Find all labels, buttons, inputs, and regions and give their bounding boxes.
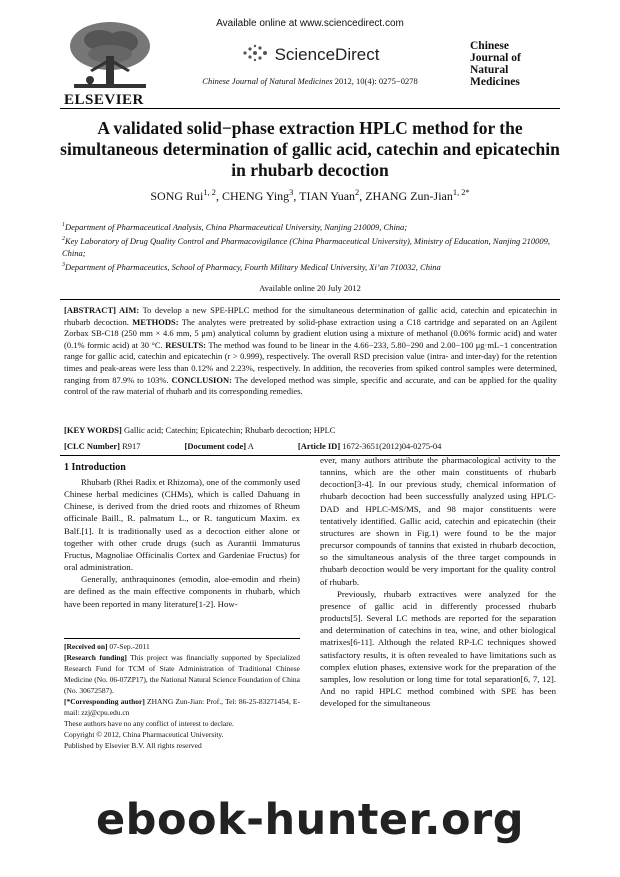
journal-brand-line: Medicines [470, 76, 520, 88]
article-id-value: 1672-3651(2012)04-0275-04 [340, 441, 442, 451]
footnotes [64, 641, 300, 751]
available-online-banner: Available online at www.sciencedirect.com [216, 18, 404, 29]
body-paragraph: Rhubarb (Rhei Radix et Rhizoma), one of the commonly used Chinese herbal medicines (CHMs), which is called Dahuang in Chinese, is derived from the dried roots and rhizomes of Rheum officinale Baill., R. palmatum L., or R. tanguticum Maxim. ex Balf.[1]. It is traditionally used as a decoction either alone or together with other crude drugs (such as Aurantii Immaturus Fructus, Magnoliae Officinalis Cortex and Gardeniae Fructus) for oral administration. [64, 477, 300, 573]
footnote-conflict: These authors have no any conflict of interest to declare. [64, 719, 234, 728]
footnote-published: Published by Elsevier B.V. All rights reserved [64, 741, 202, 750]
clc-label: [CLC Number] [64, 441, 120, 451]
author-affiliation-mark: 2 [355, 188, 360, 197]
author-separator: , [359, 189, 366, 203]
body-paragraph: ever, many authors attribute the pharmacological activity to the tannins, which are the other main constituents of rhubarb decoction[3-4]. In our previous study, chemical information of rhubarb decoction had been successfully analyzed using HPLC-DAD and HPLC-MS/MS, and 98 major constituents were tentatively identified. Gallic acid, catechin and epicatechin (their structures are shown in Fig.1) were found to be the major precursor compounds of tannins that existed in rhubarb decoction, so the simultaneous analysis of the three target compounds in rhubarb decoction would be very important for the quality control of rhubarb. [320, 455, 556, 587]
document-code [185, 441, 276, 451]
footnote-corresponding [64, 696, 300, 718]
affiliation-item [62, 262, 560, 273]
publisher-name: ELSEVIER [64, 92, 144, 108]
watermark: ebook-hunter.org [96, 795, 524, 845]
footnote-funding [64, 652, 300, 696]
author-name: TIAN Yuan [299, 189, 356, 203]
available-online-date: Available online 20 July 2012 [259, 283, 361, 293]
affiliation-mark: 3 [62, 262, 65, 269]
article-id [298, 441, 464, 451]
abstract-methods: The analytes were pretreated by solid-phase extraction using a C18 cartridge and separated on an Agilent Zorbax SB-C18 (250 mm × 4.6 mm, 5 μm) analytical column by gradient elution using a mixture of methanol (0.06% formic acid) and water (0.1% formic acid) at 30 °C. [64, 316, 557, 350]
affiliation-mark: 1 [62, 222, 65, 229]
keywords-text: Gallic acid; Catechin; Epicatechin; Rhubarb decoction; HPLC [121, 425, 336, 435]
abstract-aim: To develop a new SPE-HPLC method for the simultaneous determination of gallic acid, catechin and epicatechin in rhubarb decoction. [64, 305, 557, 327]
body-paragraph: Previously, rhubarb extractives were analyzed for the presence of gallic acid in differently processed rhubarb products[5]. Several LC methods are reported for the separation and determination of catechins in tea, wine, and other biological matrixes[6-11]. Although the related RP-LC techniques showed satisfactory results, it is often revealed to have limitations such as complex elution phases, extensive work for the preparation of the samples, low resolution or long time for total separation[6, 7, 12]. And no rapid HPLC method combined with SPE has been developed for the simultaneous [320, 588, 556, 709]
corresponding-value: ZHANG Zun-Jian: Prof., Tel: 86-25-83271454, E-mail: zzj@cpu.edu.cn [64, 697, 300, 717]
abstract-conclusion: The developed method was simple, specific and accurate, and can be applied for the quality control of the raw material of rhubarb and its corresponding remedies. [64, 374, 557, 397]
author-affiliation-mark: 3 [289, 188, 294, 197]
journal-citation-volume: 2012, 10(4): 0275−0278 [332, 76, 418, 86]
affiliation-text: Department of Pharmaceutical Analysis, China Pharmaceutical University, Nanjing 210009, China; [64, 222, 408, 232]
abstract [64, 305, 557, 398]
abstract-results: The method was found to be linear in the 4.66−233, 5.80−290 and 2.00−100 μg·mL−1 concentration range for gallic acid, catechin and epicatechin (r > 0.999), respectively. The overall RSD precision value (intra- and inter-day) for the retention times and peak-areas were less than 0.12% and 2.23%, respectively. In addition, the recoveries from spiked control samples were determined, ranging from 87.9% to 103%. [64, 339, 557, 385]
footnote-received [64, 641, 300, 652]
corresponding-label: [*Corresponding author] [64, 697, 145, 706]
author-name: SONG Rui [150, 189, 204, 203]
abstract-results-label: RESULTS: [165, 339, 207, 350]
footnote-copyright: Copyright © 2012, China Pharmaceutical University. [64, 730, 224, 739]
sciencedirect-dots-icon [241, 44, 271, 67]
section-heading: 1 Introduction [64, 462, 126, 473]
affiliations [62, 222, 560, 277]
left-column [64, 476, 300, 610]
right-column [320, 454, 556, 709]
affiliation-text: Key Laboratory of Drug Quality Control and Pharmacovigilance (China Pharmaceutical University), Ministry of Education, Nanjing 210009, China; [62, 236, 551, 258]
received-value: 07-Sep.-2011 [107, 642, 150, 651]
clc-value: R917 [119, 441, 141, 451]
funding-label: [Research funding] [64, 653, 127, 662]
footnote-divider [64, 638, 300, 639]
article-id-label: [Article ID] [297, 441, 341, 451]
author-affiliation-mark: 1, 2* [452, 188, 470, 197]
clc-number [64, 441, 163, 451]
journal-citation-name: Chinese Journal of Natural Medicines [202, 76, 333, 86]
affiliation-item [62, 222, 560, 233]
funding-value: This project was financially supported by Specialized Research Fund for TCM of State Administration of Traditional Chinese Medicine (No. 06-07ZP17), the National Natural Science Foundation of China (No. 30672587). [64, 653, 300, 695]
sciencedirect-wordmark: ScienceDirect [274, 44, 380, 64]
affiliation-text: Department of Pharmaceutics, School of Pharmacy, Fourth Military Medical University, Xi’an 710032, China [64, 262, 441, 273]
doc-code-label: [Document code] [184, 441, 247, 451]
abstract-methods-label: METHODS: [132, 316, 179, 327]
header-divider [60, 108, 560, 109]
journal-brand-line: Journal of [470, 52, 521, 64]
article-title: A validated solid−phase extraction HPLC method for the simultaneous determination of gallic acid, catechin and epicatechin in rhubarb decoction [60, 118, 560, 180]
doc-code-value: A [246, 441, 254, 451]
author-list [0, 189, 620, 204]
journal-brand [470, 40, 554, 88]
abstract-conclusion-label: CONCLUSION: [171, 374, 232, 385]
author-affiliation-mark: 1, 2 [203, 188, 216, 197]
keywords-label: [KEY WORDS] [64, 425, 122, 435]
received-label: [Received on] [64, 642, 108, 651]
author-name: CHENG Ying [221, 189, 290, 203]
abstract-top-divider [60, 299, 560, 300]
keywords [64, 425, 557, 436]
author-separator: , [215, 189, 222, 203]
author-name: ZHANG Zun-Jian [365, 189, 453, 203]
abstract-aim-label: [ABSTRACT] AIM: [64, 305, 140, 315]
journal-brand-line: Chinese [470, 40, 509, 52]
affiliation-item [62, 236, 560, 259]
classification-line [64, 441, 557, 452]
author-separator: , [293, 189, 300, 203]
body-paragraph: Generally, anthraquinones (emodin, aloe-emodin and rhein) are defined as the main effective components in rhubarb, which have been reported in many literature[1-2]. How- [64, 574, 300, 609]
affiliation-mark: 2 [62, 236, 65, 243]
journal-brand-line: Natural [470, 64, 509, 76]
